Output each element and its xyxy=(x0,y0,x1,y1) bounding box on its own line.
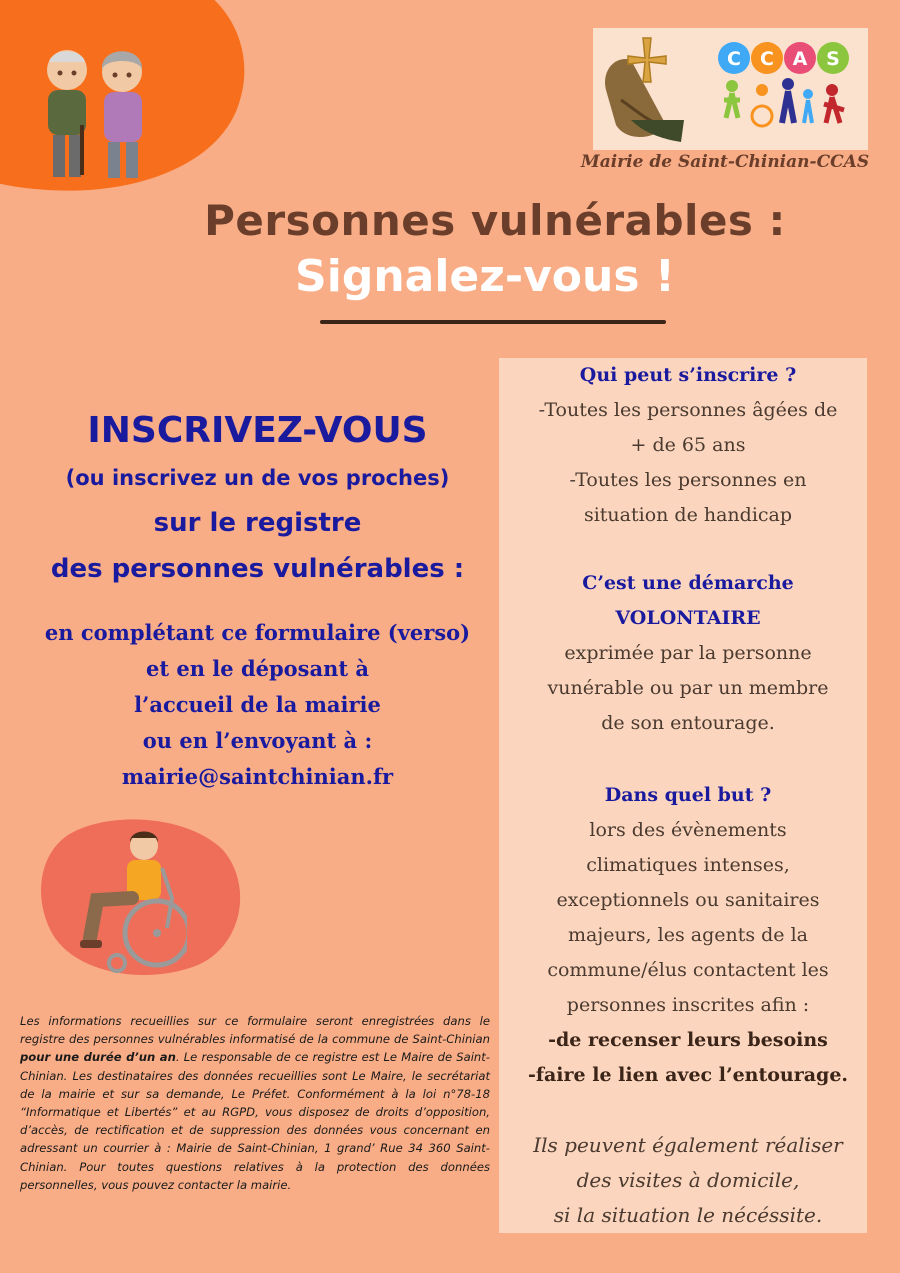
step-line: ou en l’envoyant à : xyxy=(142,728,373,753)
step-line: et en le déposant à xyxy=(145,656,369,681)
qui-line: + de 65 ans xyxy=(630,434,746,456)
but-line: lors des évènements xyxy=(589,819,787,841)
but-line: majeurs, les agents de la xyxy=(568,924,808,946)
but-heading: Dans quel but ? xyxy=(604,784,772,806)
registre-line-2: des personnes vulnérables : xyxy=(50,554,465,584)
qui-line: -Toutes les personnes en xyxy=(569,469,807,491)
legal-notice xyxy=(20,1012,490,1194)
registre-line-1: sur le registre xyxy=(153,508,362,538)
but-line: personnes inscrites afin : xyxy=(566,994,810,1016)
email-link[interactable]: mairie@saintchinian.fr xyxy=(121,764,394,789)
page-subtitle: Signalez-vous ! xyxy=(295,251,675,302)
demarche-volontaire: VOLONTAIRE xyxy=(615,607,761,629)
demarche-line: vunérable ou par un membre xyxy=(547,677,829,699)
saint-chinian-coat-of-arms-logo xyxy=(596,30,691,148)
legal-text-duration: pour une durée d’un an xyxy=(20,1050,176,1065)
demarche-section xyxy=(499,566,877,741)
but-bold-line: -faire le lien avec l’entourage. xyxy=(527,1064,849,1086)
title-underline xyxy=(320,320,666,324)
qui-line: -Toutes les personnes âgées de xyxy=(538,399,838,421)
mairie-label: Mairie de Saint-Chinian-CCAS xyxy=(580,152,870,172)
step-line: en complétant ce formulaire (verso) xyxy=(44,620,471,645)
visites-line: des visites à domicile, xyxy=(576,1168,800,1192)
visites-line: Ils peuvent également réaliser xyxy=(533,1133,843,1157)
but-bold-line: -de recenser leurs besoins xyxy=(548,1029,828,1051)
inscrivez-subheading: (ou inscrivez un de vos proches) xyxy=(65,466,450,490)
legal-text-part2: . Le responsable de ce registre est Le Maire de Saint-Chinian. Les destinataires des données recueillies sont Le Maire, le secrétariat de la mairie et sur sa demande, Le Préfet. Conformément à la loi n°78-18 “Informatique et Libertés” et au RGPD, vous disposez de droits d’opposition, d’accès, de rectification et de suppression des données vous concernant en adressant un courrier à : Mairie de Saint-Chinian, 1 grand’ Rue 34 360 Saint-Chinian. Pour toutes questions relatives à la protection des données personnelles, vous pouvez contacter la mairie. xyxy=(20,1050,490,1192)
demarche-line: exprimée par la personne xyxy=(564,642,812,664)
elderly-couple-illustration xyxy=(22,40,162,185)
inscrivez-heading: INSCRIVEZ-VOUS xyxy=(87,410,428,451)
visites-line: si la situation le nécéssite. xyxy=(553,1203,823,1227)
svg-text:A: A xyxy=(792,48,808,70)
demarche-heading: C’est une démarche xyxy=(582,572,794,594)
but-section xyxy=(499,778,877,1093)
qui-line: situation de handicap xyxy=(583,504,793,526)
step-line: l’accueil de la mairie xyxy=(134,692,381,717)
svg-text:C: C xyxy=(727,48,741,70)
visites-section xyxy=(499,1128,877,1233)
page-title: Personnes vulnérables : xyxy=(204,196,786,245)
but-line: climatiques intenses, xyxy=(586,854,790,876)
qui-section xyxy=(499,358,877,533)
svg-text:S: S xyxy=(826,48,840,70)
legal-text-part1: Les informations recueillies sur ce formulaire seront enregistrées dans le registre des personnes vulnérables informatisé de la commune de Saint-Chinian xyxy=(20,1014,490,1047)
but-line: commune/élus contactent les xyxy=(547,959,829,981)
steps-block xyxy=(5,615,510,795)
but-line: exceptionnels ou sanitaires xyxy=(556,889,820,911)
ccas-logo xyxy=(712,38,862,138)
demarche-line: de son entourage. xyxy=(601,712,775,734)
qui-heading: Qui peut s’inscrire ? xyxy=(579,364,797,386)
svg-text:C: C xyxy=(760,48,774,70)
wheelchair-user-illustration xyxy=(72,828,187,978)
